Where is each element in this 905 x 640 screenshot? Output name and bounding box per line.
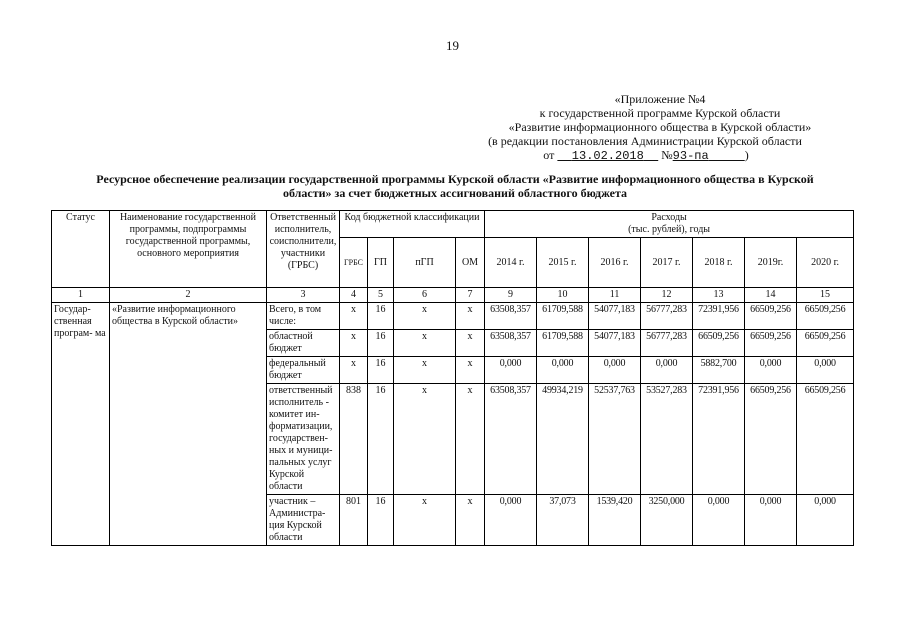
header-pgp: пГП: [394, 238, 456, 288]
cell-grbs: 838: [340, 384, 368, 495]
header-status: Статус: [52, 211, 110, 288]
cell-om: x: [456, 384, 485, 495]
cell-value: 56777,283: [641, 303, 693, 330]
col-num: 4: [340, 288, 368, 303]
cell-value: 72391,956: [693, 303, 745, 330]
appendix-line-2: к государственной программе Курской области: [539, 106, 781, 120]
date-prefix: от: [543, 148, 555, 162]
col-num: 7: [456, 288, 485, 303]
col-num: 11: [589, 288, 641, 303]
row-label: федеральный бюджет: [267, 357, 340, 384]
col-num: 12: [641, 288, 693, 303]
cell-om: x: [456, 330, 485, 357]
cell-gp: 16: [368, 330, 394, 357]
col-num: 14: [745, 288, 797, 303]
cell-pgp: x: [394, 357, 456, 384]
cell-gp: 16: [368, 495, 394, 546]
cell-value: 0,000: [745, 495, 797, 546]
header-year-2017: 2017 г.: [641, 238, 693, 288]
cell-value: 61709,588: [537, 330, 589, 357]
cell-om: x: [456, 303, 485, 330]
cell-value: 0,000: [641, 357, 693, 384]
cell-value: 0,000: [797, 495, 854, 546]
cell-value: 52537,763: [589, 384, 641, 495]
cell-pgp: x: [394, 384, 456, 495]
number-prefix: №: [661, 148, 673, 162]
cell-value: 49934,219: [537, 384, 589, 495]
cell-value: 1539,420: [589, 495, 641, 546]
col-num: 9: [485, 288, 537, 303]
cell-value: 0,000: [485, 357, 537, 384]
page-number: 19: [446, 38, 459, 53]
cell-value: 0,000: [537, 357, 589, 384]
row-label: областной бюджет: [267, 330, 340, 357]
header-year-2014: 2014 г.: [485, 238, 537, 288]
cell-value: 0,000: [485, 495, 537, 546]
appendix-header: [470, 92, 850, 163]
header-name: Наименование государственной программы, подпрограммы государственной программы, основного мероприятия: [110, 211, 267, 288]
status-cell: Государ- ственная програм- ма: [52, 303, 110, 546]
row-label: участник – Администра- ция Курской области: [267, 495, 340, 546]
cell-value: 72391,956: [693, 384, 745, 495]
appendix-date-line: [442, 148, 850, 163]
header-gp: ГП: [368, 238, 394, 288]
cell-value: 3250,000: [641, 495, 693, 546]
cell-value: 66509,256: [745, 330, 797, 357]
title-line-1: Ресурсное обеспечение реализации государственной программы Курской области «Развитие информационного общества в Курской: [96, 172, 814, 186]
cell-om: x: [456, 357, 485, 384]
col-num: 5: [368, 288, 394, 303]
cell-value: 63508,357: [485, 384, 537, 495]
cell-value: 0,000: [797, 357, 854, 384]
header-year-2016: 2016 г.: [589, 238, 641, 288]
cell-value: 66509,256: [797, 303, 854, 330]
header-grbs: ГРБС: [340, 238, 368, 288]
cell-value: 0,000: [589, 357, 641, 384]
col-num: 13: [693, 288, 745, 303]
appendix-line-1: «Приложение №4: [614, 92, 706, 106]
cell-om: x: [456, 495, 485, 546]
row-label: Всего, в том числе:: [267, 303, 340, 330]
cell-value: 5882,700: [693, 357, 745, 384]
cell-gp: 16: [368, 384, 394, 495]
cell-value: 54077,183: [589, 330, 641, 357]
program-name-cell: «Развитие информационного общества в Курской области»: [110, 303, 267, 546]
cell-value: 66509,256: [745, 384, 797, 495]
cell-gp: 16: [368, 303, 394, 330]
cell-pgp: x: [394, 330, 456, 357]
row-label: ответственный исполнитель - комитет ин- форматизации, государствен- ных и муници- пальных услуг Курской области: [267, 384, 340, 495]
cell-value: 66509,256: [745, 303, 797, 330]
decree-date: 13.02.2018: [571, 149, 644, 163]
cell-pgp: x: [394, 495, 456, 546]
cell-grbs: x: [340, 330, 368, 357]
cell-value: 63508,357: [485, 330, 537, 357]
decree-number: 93-па: [672, 149, 709, 163]
header-year-2015: 2015 г.: [537, 238, 589, 288]
cell-pgp: x: [394, 303, 456, 330]
table-row: [52, 303, 854, 330]
header-year-2018: 2018 г.: [693, 238, 745, 288]
col-num: 10: [537, 288, 589, 303]
cell-value: 54077,183: [589, 303, 641, 330]
cell-value: 66509,256: [797, 384, 854, 495]
col-num: 2: [110, 288, 267, 303]
header-year-2020: 2020 г.: [797, 238, 854, 288]
title-line-2: области» за счет бюджетных ассигнований областного бюджета: [282, 186, 628, 200]
header-budget-code: Код бюджетной классификации: [340, 211, 485, 238]
appendix-line-4: (в редакции постановления Администрации Курской области: [488, 134, 802, 148]
cell-value: 0,000: [745, 357, 797, 384]
appendix-line-3: «Развитие информационного общества в Курской области»: [508, 120, 812, 134]
header-expenses: Расходы (тыс. рублей), годы: [485, 211, 854, 238]
cell-grbs: x: [340, 357, 368, 384]
cell-value: 61709,588: [537, 303, 589, 330]
close-paren: ): [744, 148, 749, 162]
col-num: 6: [394, 288, 456, 303]
cell-gp: 16: [368, 357, 394, 384]
cell-grbs: 801: [340, 495, 368, 546]
cell-value: 37,073: [537, 495, 589, 546]
cell-value: 53527,283: [641, 384, 693, 495]
cell-value: 63508,357: [485, 303, 537, 330]
cell-value: 66509,256: [693, 330, 745, 357]
cell-grbs: x: [340, 303, 368, 330]
document-title: [60, 172, 850, 200]
col-num: 1: [52, 288, 110, 303]
cell-value: 56777,283: [641, 330, 693, 357]
cell-value: 66509,256: [797, 330, 854, 357]
header-year-2019: 2019г.: [745, 238, 797, 288]
header-responsible: Ответственный исполнитель, соисполнители, участники (ГРБС): [267, 211, 340, 288]
col-num: 3: [267, 288, 340, 303]
header-om: ОМ: [456, 238, 485, 288]
resource-table: [51, 210, 854, 546]
cell-value: 0,000: [693, 495, 745, 546]
col-num: 15: [797, 288, 854, 303]
column-numbers-row: [52, 288, 854, 303]
